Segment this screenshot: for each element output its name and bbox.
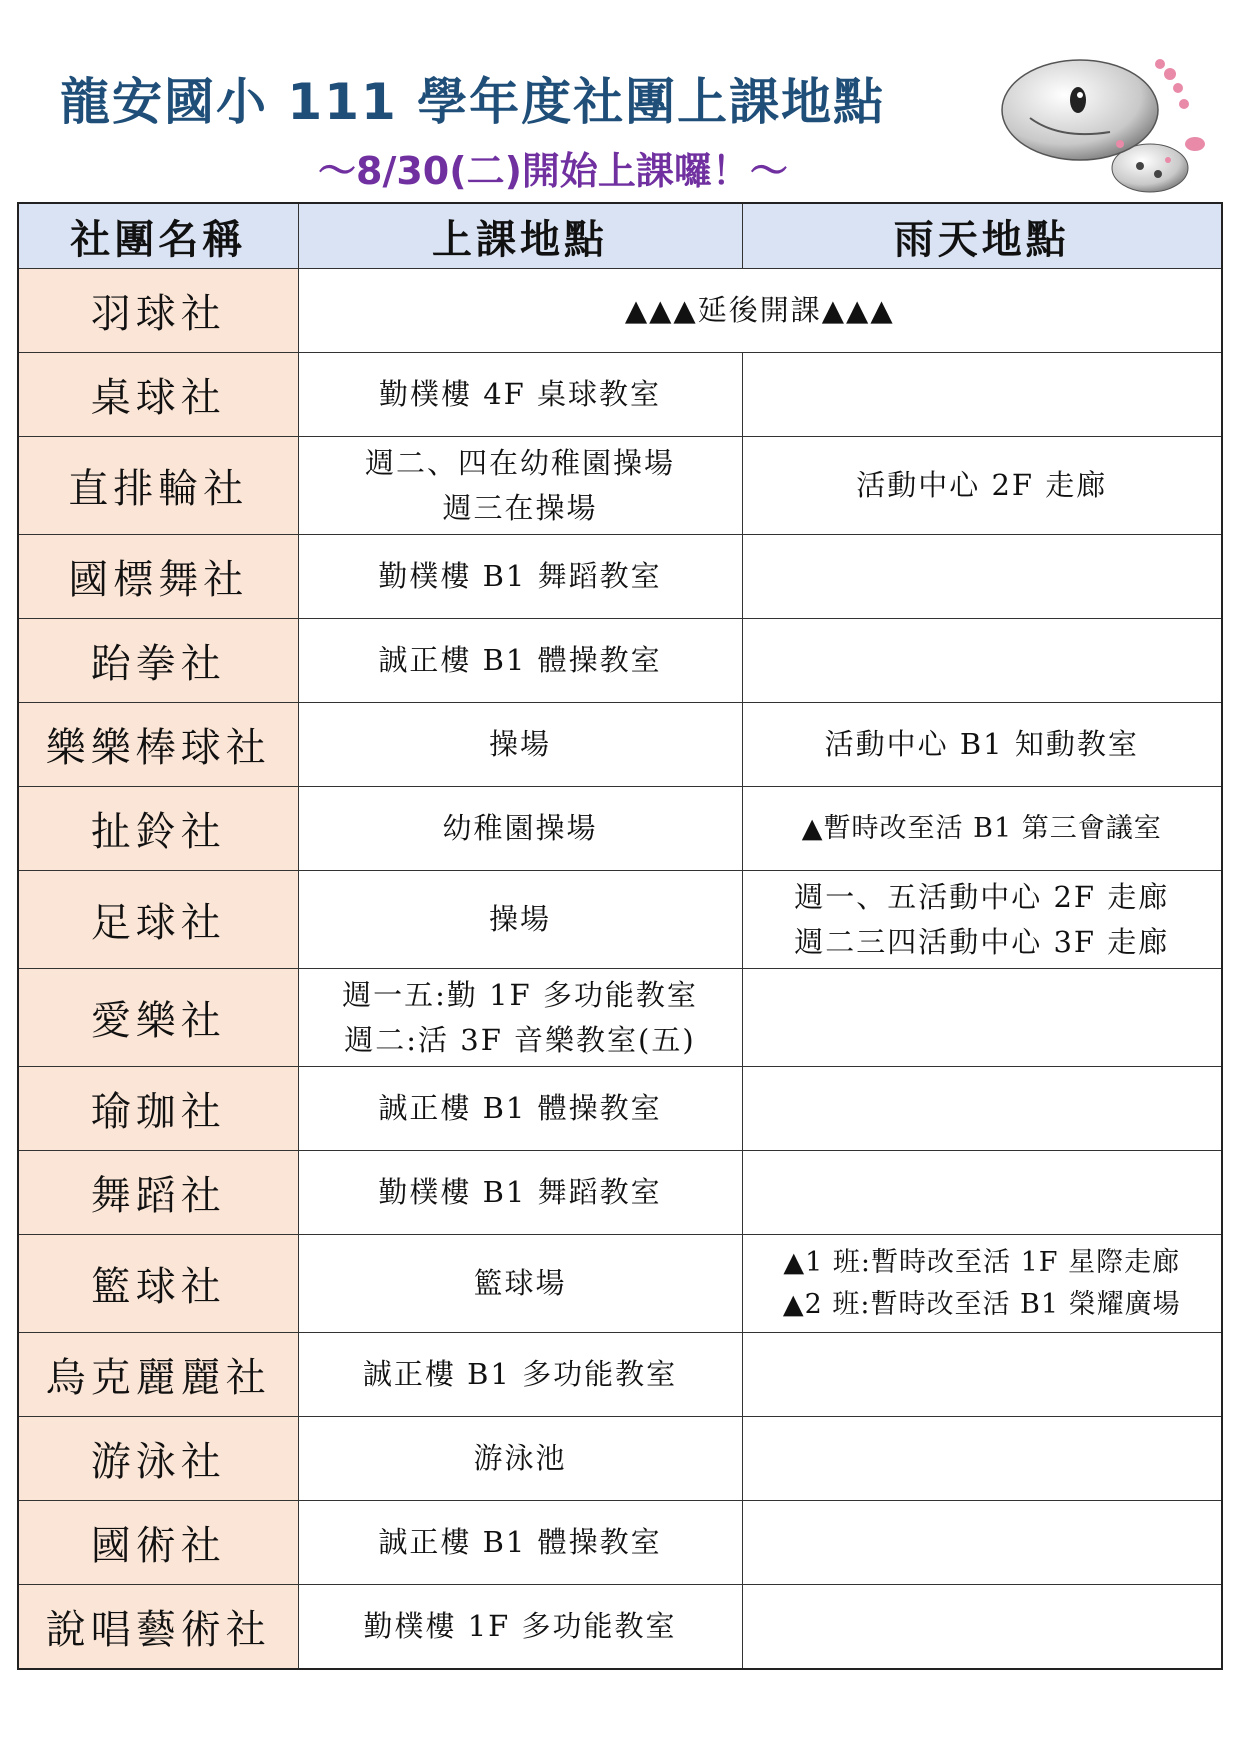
rain-location-cell bbox=[742, 1235, 1222, 1333]
rain-location-text: 週一、五活動中心 2F 走廊 bbox=[794, 879, 1170, 914]
rain-location-cell bbox=[742, 703, 1222, 787]
table-row bbox=[18, 1417, 1222, 1501]
location-text: 勤樸樓 1F 多功能教室 bbox=[363, 1608, 677, 1643]
location-cell bbox=[298, 1501, 742, 1585]
column-header-club-name: 社團名稱 bbox=[18, 203, 298, 269]
club-name: 說唱藝術社 bbox=[18, 1585, 298, 1669]
rain-location-text: ▲2 班:暫時改至活 B1 榮耀廣場 bbox=[782, 1288, 1181, 1320]
table-row bbox=[18, 437, 1222, 535]
club-name: 籃球社 bbox=[18, 1235, 298, 1333]
table-row bbox=[18, 871, 1222, 969]
table-row bbox=[18, 535, 1222, 619]
rain-location-cell bbox=[742, 1417, 1222, 1501]
location-text: 勤樸樓 4F 桌球教室 bbox=[378, 377, 661, 412]
club-name: 舞蹈社 bbox=[18, 1151, 298, 1235]
location-text: 週二、四在幼稚園操場 bbox=[364, 445, 675, 480]
club-name: 扯鈴社 bbox=[18, 787, 298, 871]
rain-location-cell bbox=[742, 1067, 1222, 1151]
column-header-location: 上課地點 bbox=[298, 203, 742, 269]
table-row bbox=[18, 619, 1222, 703]
location-text: 勤樸樓 B1 舞蹈教室 bbox=[378, 1175, 662, 1210]
club-name: 跆拳社 bbox=[18, 619, 298, 703]
location-text: 誠正樓 B1 體操教室 bbox=[378, 643, 662, 678]
location-text: 操場 bbox=[488, 902, 551, 937]
location-text: 操場 bbox=[488, 727, 551, 762]
location-cell bbox=[298, 1333, 742, 1417]
club-name: 國術社 bbox=[18, 1501, 298, 1585]
location-cell bbox=[298, 353, 742, 437]
location-text: 週三在操場 bbox=[442, 490, 598, 525]
club-name: 桌球社 bbox=[18, 353, 298, 437]
location-text: 勤樸樓 B1 舞蹈教室 bbox=[378, 559, 662, 594]
rain-location-cell bbox=[742, 1151, 1222, 1235]
table-row bbox=[18, 269, 1222, 353]
location-cell bbox=[298, 619, 742, 703]
location-text: 籃球場 bbox=[473, 1266, 567, 1301]
rain-location-cell bbox=[742, 871, 1222, 969]
rain-location-cell bbox=[742, 1333, 1222, 1417]
page-title: 龍安國小 111 學年度社團上課地點 bbox=[60, 73, 886, 131]
location-text: 週一五:勤 1F 多功能教室 bbox=[342, 977, 698, 1012]
rain-location-text: 週二三四活動中心 3F 走廊 bbox=[794, 924, 1170, 959]
location-text: 誠正樓 B1 多功能教室 bbox=[362, 1357, 678, 1392]
delayed-notice: ▲▲▲延後開課▲▲▲ bbox=[298, 269, 1222, 353]
table-row bbox=[18, 1585, 1222, 1669]
table-row bbox=[18, 353, 1222, 437]
club-name: 瑜珈社 bbox=[18, 1067, 298, 1151]
location-text: 誠正樓 B1 體操教室 bbox=[378, 1091, 662, 1126]
location-cell bbox=[298, 535, 742, 619]
rain-location-cell bbox=[742, 437, 1222, 535]
location-cell bbox=[298, 969, 742, 1067]
location-cell bbox=[298, 1417, 742, 1501]
table-row bbox=[18, 787, 1222, 871]
club-name: 樂樂棒球社 bbox=[18, 703, 298, 787]
club-name: 游泳社 bbox=[18, 1417, 298, 1501]
table-row bbox=[18, 703, 1222, 787]
rain-location-text: ▲暫時改至活 B1 第三會議室 bbox=[801, 812, 1162, 844]
club-name: 足球社 bbox=[18, 871, 298, 969]
club-name: 烏克麗麗社 bbox=[18, 1333, 298, 1417]
location-cell bbox=[298, 1151, 742, 1235]
rain-location-cell bbox=[742, 1585, 1222, 1669]
header-row bbox=[18, 203, 1222, 269]
column-header-rain-location: 雨天地點 bbox=[742, 203, 1222, 269]
location-cell bbox=[298, 1585, 742, 1669]
rain-location-text: ▲1 班:暫時改至活 1F 星際走廊 bbox=[783, 1246, 1181, 1278]
club-name: 直排輪社 bbox=[18, 437, 298, 535]
rain-location-cell bbox=[742, 787, 1222, 871]
location-cell bbox=[298, 787, 742, 871]
location-cell bbox=[298, 871, 742, 969]
rain-location-text: 活動中心 2F 走廊 bbox=[856, 468, 1108, 503]
club-location-table bbox=[17, 202, 1223, 1670]
location-text: 幼稚園操場 bbox=[442, 811, 598, 846]
club-name: 愛樂社 bbox=[18, 969, 298, 1067]
table-row bbox=[18, 1235, 1222, 1333]
club-name: 羽球社 bbox=[18, 269, 298, 353]
location-text: 游泳池 bbox=[473, 1441, 567, 1476]
rain-location-cell bbox=[742, 619, 1222, 703]
table-row bbox=[18, 1151, 1222, 1235]
table-row bbox=[18, 1333, 1222, 1417]
location-cell bbox=[298, 437, 742, 535]
location-cell bbox=[298, 1235, 742, 1333]
rain-location-cell bbox=[742, 1501, 1222, 1585]
page-subtitle: 〜8/30(二)開始上課囉！〜 bbox=[318, 149, 788, 193]
location-cell bbox=[298, 703, 742, 787]
location-text: 週二:活 3F 音樂教室(五) bbox=[344, 1022, 696, 1057]
rain-location-cell bbox=[742, 353, 1222, 437]
dinosaur-mascot-icon bbox=[1000, 48, 1212, 198]
table-row bbox=[18, 969, 1222, 1067]
club-name: 國標舞社 bbox=[18, 535, 298, 619]
rain-location-text: 活動中心 B1 知動教室 bbox=[824, 727, 1139, 762]
rain-location-cell bbox=[742, 535, 1222, 619]
location-text: 誠正樓 B1 體操教室 bbox=[378, 1525, 662, 1560]
location-cell bbox=[298, 1067, 742, 1151]
table-row bbox=[18, 1067, 1222, 1151]
rain-location-cell bbox=[742, 969, 1222, 1067]
table-row bbox=[18, 1501, 1222, 1585]
